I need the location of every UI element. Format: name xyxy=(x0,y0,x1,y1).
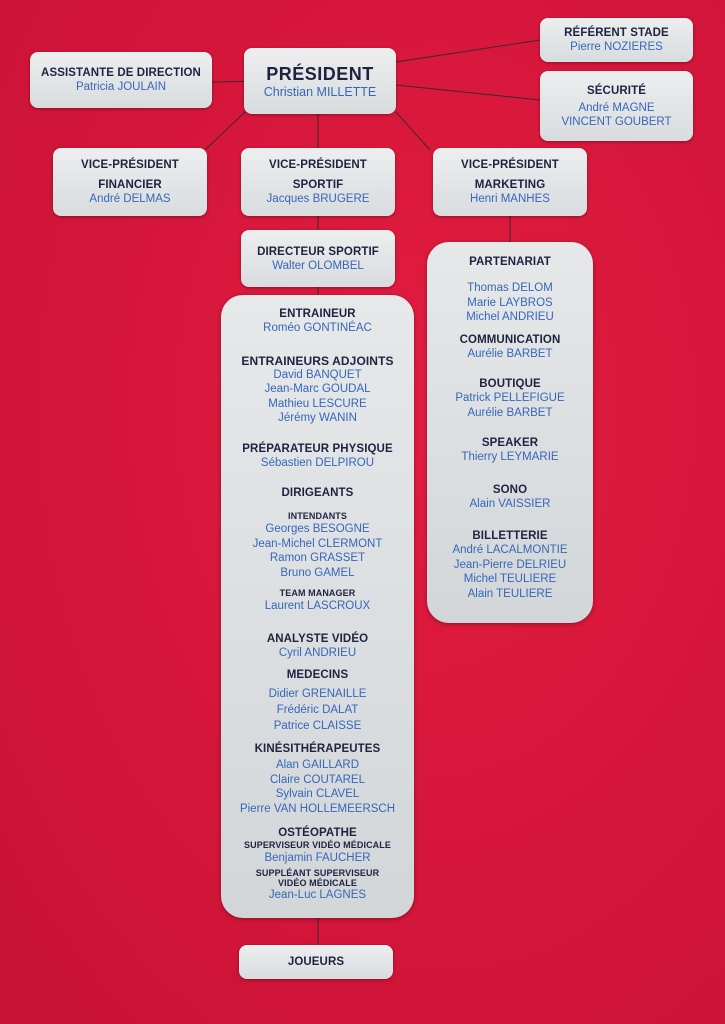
president-name: Christian MILLETTE xyxy=(263,84,377,99)
intendant-name: Georges BESOGNE xyxy=(265,523,370,535)
vp-marketing-title: VICE-PRÉSIDENT xyxy=(461,159,559,171)
communication-name: Aurélie BARBET xyxy=(467,347,553,360)
kine-name: Claire COUTAREL xyxy=(270,773,365,786)
suppleant-name: Jean-Luc LAGNES xyxy=(268,888,367,901)
sono-title: SONO xyxy=(492,483,528,496)
entraineur-title: ENTRAINEUR xyxy=(279,308,356,320)
suppleant-title: SUPPLÉANT SUPERVISEUR xyxy=(255,867,380,878)
vp-financier-title: VICE-PRÉSIDENT xyxy=(81,159,179,171)
analyste-name: Cyril ANDRIEU xyxy=(278,646,357,659)
suppleant-title: VIDÉO MÉDICALE xyxy=(278,877,357,888)
billetterie-name: Michel TEULIERE xyxy=(463,573,557,585)
assistante-name: Patricia JOULAIN xyxy=(75,81,167,93)
vp-sportif-name: Jacques BRUGERE xyxy=(266,193,370,205)
medecin-name: Didier GRENAILLE xyxy=(268,688,367,700)
kine-name: Alan GAILLARD xyxy=(275,759,360,771)
osteopathe-title: OSTÉOPATHE xyxy=(278,827,357,839)
sono-name: Alain VAISSIER xyxy=(469,497,551,510)
billetterie-name: Jean-Pierre DELRIEU xyxy=(453,558,567,571)
president-title: PRÉSIDENT xyxy=(266,63,374,84)
preparateur-name: Sébastien DELPIROU xyxy=(260,456,375,469)
intendant-name: Bruno GAMEL xyxy=(280,566,355,579)
intendants-title: INTENDANTS xyxy=(288,511,347,521)
assistante-title: ASSISTANTE DE DIRECTION xyxy=(41,67,201,79)
president-box xyxy=(244,48,396,114)
boutique-name: Patrick PELLEFIGUE xyxy=(455,392,565,404)
adjoint-name: Jérémy WANIN xyxy=(278,412,357,424)
referent-box xyxy=(540,18,693,62)
analyste-title: ANALYSTE VIDÉO xyxy=(266,632,369,645)
billetterie-title: BILLETTERIE xyxy=(472,530,548,542)
medecins-title: MEDECINS xyxy=(286,669,349,681)
directeur-sportif-box xyxy=(241,230,395,287)
directeur-sportif-name: Walter OLOMBEL xyxy=(272,259,364,272)
securite-name: André MAGNE xyxy=(578,101,655,114)
sport-staff-panel xyxy=(221,295,414,918)
kine-name: Sylvain CLAVEL xyxy=(275,788,360,800)
vp-financier-box xyxy=(53,148,207,216)
boutique-title: BOUTIQUE xyxy=(479,378,541,390)
superviseur-title: SUPERVISEUR VIDÉO MÉDICALE xyxy=(244,840,391,850)
speaker-name: Thierry LEYMARIE xyxy=(461,451,559,463)
intendant-name: Ramon GRASSET xyxy=(269,552,366,564)
directeur-sportif-title: DIRECTEUR SPORTIF xyxy=(257,245,379,258)
adjoint-name: Mathieu LESCURE xyxy=(268,397,367,410)
adjoint-name: David BANQUET xyxy=(273,368,362,381)
kine-name: Pierre VAN HOLLEMEERSCH xyxy=(239,802,396,815)
vp-marketing-title: MARKETING xyxy=(474,179,546,191)
referent-name: Pierre NOZIERES xyxy=(570,41,663,53)
communication-title: COMMUNICATION xyxy=(459,333,561,346)
vp-sportif-box xyxy=(241,148,395,216)
securite-name: VINCENT GOUBERT xyxy=(561,115,672,128)
superviseur-name: Benjamin FAUCHER xyxy=(264,852,371,864)
adjoints-title: ENTRAINEURS ADJOINTS xyxy=(241,353,394,368)
medecin-name: Frédéric DALAT xyxy=(276,704,359,716)
team-manager-title: TEAM MANAGER xyxy=(279,588,356,598)
joueurs-title: JOUEURS xyxy=(287,956,345,968)
partenariat-name: Thomas DELOM xyxy=(467,282,553,294)
preparateur-title: PRÉPARATEUR PHYSIQUE xyxy=(242,442,393,455)
assistante-box xyxy=(30,52,212,108)
vp-marketing-name: Henri MANHES xyxy=(470,193,550,205)
referent-title: RÉFÉRENT STADE xyxy=(564,27,669,39)
partenariat-title: PARTENARIAT xyxy=(469,256,551,268)
billetterie-name: André LACALMONTIE xyxy=(452,544,568,556)
dirigeants-title: DIRIGEANTS xyxy=(281,487,354,499)
vp-sportif-title: VICE-PRÉSIDENT xyxy=(269,159,367,171)
medecin-name: Patrice CLAISSE xyxy=(273,720,362,732)
entraineur-name: Roméo GONTINÉAC xyxy=(263,322,372,334)
partenariat-name: Michel ANDRIEU xyxy=(466,311,554,323)
kines-title: KINÉSITHÉRAPEUTES xyxy=(254,743,381,755)
team-manager-name: Laurent LASCROUX xyxy=(264,600,371,612)
securite-title: SÉCURITÉ xyxy=(587,84,646,97)
partenariat-name: Marie LAYBROS xyxy=(467,296,553,309)
joueurs-box xyxy=(239,945,393,979)
securite-box xyxy=(540,71,693,141)
vp-marketing-box xyxy=(433,148,587,216)
vp-financier-name: André DELMAS xyxy=(89,193,171,205)
speaker-title: SPEAKER xyxy=(481,437,539,449)
marketing-staff-panel xyxy=(427,242,593,623)
intendant-name: Jean-Michel CLERMONT xyxy=(252,537,383,550)
vp-sportif-title: SPORTIF xyxy=(292,179,344,191)
vp-financier-title: FINANCIER xyxy=(98,179,162,191)
billetterie-name: Alain TEULIERE xyxy=(467,587,553,600)
boutique-name: Aurélie BARBET xyxy=(467,406,553,419)
adjoint-name: Jean-Marc GOUDAL xyxy=(264,383,371,395)
